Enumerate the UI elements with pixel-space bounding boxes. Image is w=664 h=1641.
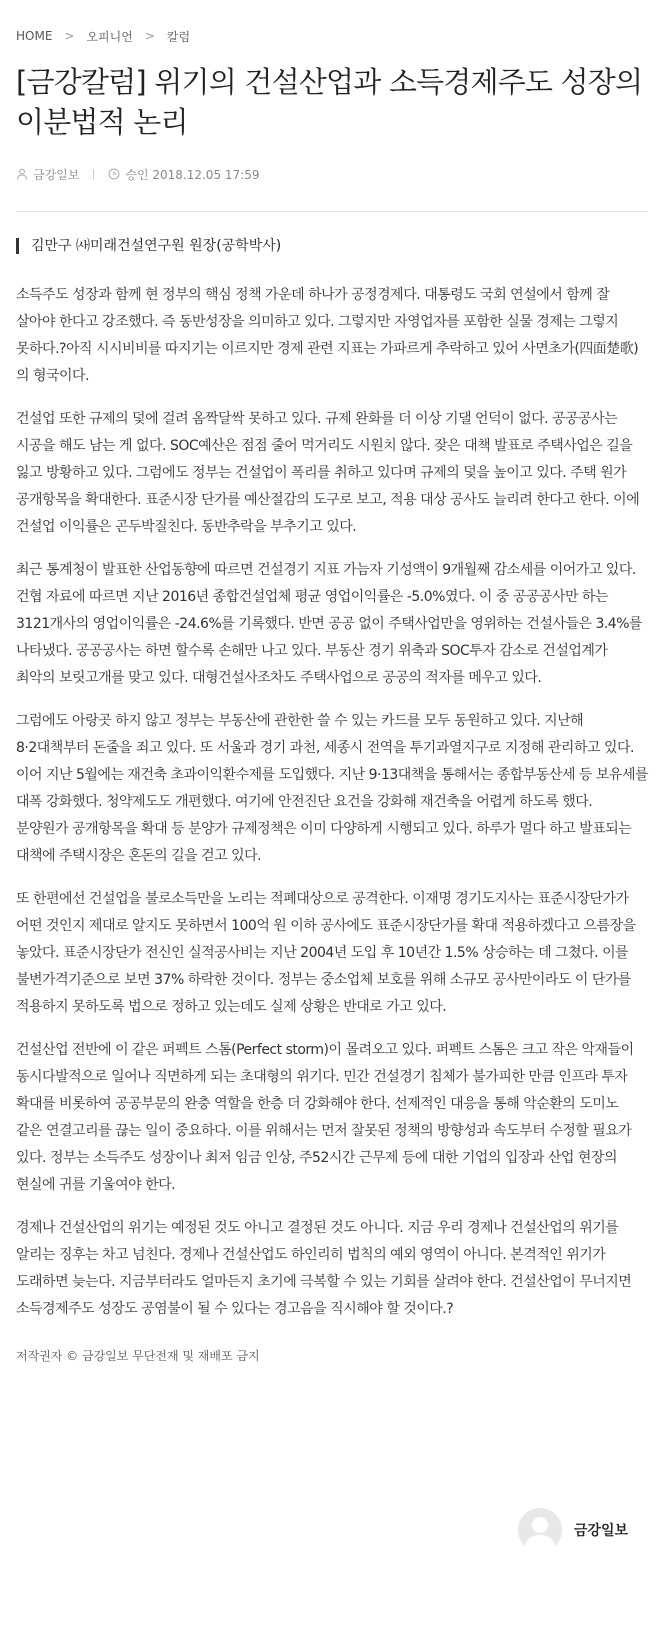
article-meta: [16, 164, 648, 184]
clock-icon: [108, 168, 120, 180]
user-silhouette-icon: [518, 1508, 562, 1552]
article-paragraph: 그럼에도 아랑곳 하지 않고 정부는 부동산에 관한한 쓸 수 있는 카드를 모두 동원하고 있다. 지난해 8·2대책부터 돈줄을 죄고 있다. 또 서울과 경기 과천, 세종시 전역을 투기과열지구로 지정해 관리하고 있다. 이어 지난 5월에는 재건축 초과이익환수제를 도입했다. 지난 9·13대책을 통해서는 종합부동산세 등 보유세를 대폭 강화했다. 청약제도도 개편했다. 여기에 안전진단 요건을 강화해 재건축을 어렵게 하도록 했다. 분양원가 공개항목을 확대 등 분양가 규제정책은 이미 다양하게 시행되고 있다. 하루가 멀다 하고 발표되는 대책에 주택시장은 혼돈의 길을 걷고 있다.: [16, 713, 648, 864]
article-byline: 김만구 ㈔미래건설연구원 원장(공학박사): [16, 238, 648, 254]
meta-divider: [93, 169, 94, 180]
user-icon: [16, 168, 28, 180]
article-body: [16, 282, 648, 1323]
article-paragraph: 경제나 건설산업의 위기는 예정된 것도 아니고 결정된 것도 아니다. 지금 우리 경제나 건설산업의 위기를 알리는 징후는 차고 넘친다. 경제나 건설산업도 하인리히 법칙의 예외 영역이 아니다. 본격적인 위기가 도래하면 늦는다. 지금부터라도 얼마든지 초기에 극복할 수 있는 기회를 살려야 한다. 건설산업이 무너지면 소득경제주도 성장도 공염불이 될 수 있다는 경고음을 직시해야 할 것이다.?: [16, 1220, 632, 1317]
article-approved-date: 승인 2018.12.05 17:59: [125, 167, 260, 182]
breadcrumb-subsection[interactable]: 칼럼: [166, 29, 191, 44]
chevron-right-icon: >: [144, 29, 155, 43]
article-paragraph: 소득주도 성장과 함께 현 정부의 핵심 정책 가운데 하나가 공정경제다. 대통령도 국회 연설에서 함께 잘 살아야 한다고 강조했다. 즉 동반성장을 의미하고 있다. 그렇지만 자영업자를 포함한 실물 경제는 그렇지 못하다.?아직 시시비비를 따지기는 이르지만 경제 관련 지표는 가파르게 추락하고 있어 사면초가(四面楚歌)의 형국이다.: [16, 287, 639, 384]
breadcrumb-section[interactable]: 오피니언: [86, 29, 133, 44]
article-paragraph: 또 한편에선 건설업을 불로소득만을 노리는 적폐대상으로 공격한다. 이재명 경기도지사는 표준시장단가가 어떤 것인지 제대로 알지도 못하면서 100억 원 이하 공사에도 표준시장단가를 확대 적용하겠다고 으름장을 놓았다. 표준시장단가 전신인 실적공사비는 지난 2004년 도입 후 10년간 1.5% 상승하는 데 그쳤다. 이를 불변가격기준으로 보면 37% 하락한 것이다. 정부는 중소업체 보호를 위해 소규모 공사만이라도 이 단가를 적용하지 못하도록 법으로 정하고 있는데도 실제 상황은 반대로 가고 있다.: [16, 891, 636, 1015]
article-title: [금강칼럼] 위기의 건설산업과 소득경제주도 성장의 이분법적 논리: [16, 65, 643, 139]
header-divider: [16, 211, 648, 212]
chevron-right-icon: >: [64, 29, 75, 43]
article-paragraph: 최근 통계청이 발표한 산업동향에 따르면 건설경기 지표 가늠자 기성액이 9개월째 감소세를 이어가고 있다. 건협 자료에 따르면 지난 2016년 종합건설업체 평균 영업이익률은 -5.0%였다. 이 중 공공공사만 하는 3121개사의 영업이익률은 -24.6%를 기록했다. 반면 공공 없이 주택사업만을 영위하는 건설사들은 3.4%를 나타냈다. 공공공사는 하면 할수록 손해만 나고 있다. 부동산 경기 위축과 SOC투자 감소로 건설업계가 최악의 보릿고개를 맞고 있다. 대형건설사조차도 주택사업으로 공공의 적자를 메우고 있다.: [16, 562, 643, 686]
copyright-notice: 저작권자 © 금강일보 무단전재 및 재배포 금지: [16, 1349, 260, 1363]
breadcrumb: [16, 0, 648, 46]
article-author[interactable]: 금강일보: [33, 167, 80, 182]
breadcrumb-home[interactable]: HOME: [16, 29, 53, 43]
press-profile[interactable]: [518, 1508, 628, 1552]
article-paragraph: 건설업 또한 규제의 덫에 걸려 옴짝달싹 못하고 있다. 규제 완화를 더 이상 기댈 언덕이 없다. 공공공사는 시공을 해도 남는 게 없다. SOC예산은 점점 줄어 먹거리도 시원치 않다. 잦은 대책 발표로 주택사업은 길을 잃고 방황하고 있다. 그럼에도 정부는 건설업이 폭리를 취하고 있다며 규제의 덫을 높이고 있다. 주택 원가 공개항목을 확대한다. 표준시장 단가를 예산절감의 도구로 보고, 적용 대상 공사도 늘리려 한다고 한다. 이에 건설업 이익률은 곤두박질친다. 동반추락을 부추기고 있다.: [16, 411, 640, 535]
article-paragraph: 건설산업 전반에 이 같은 퍼펙트 스톰(Perfect storm)이 몰려오고 있다. 퍼펙트 스톰은 크고 작은 악재들이 동시다발적으로 일어나 직면하게 되는 초대형의 위기다. 민간 건설경기 침체가 불가피한 만큼 인프라 투자 확대를 비롯하여 공공부문의 완충 역할을 한층 더 강화해야 한다. 선제적인 대응을 통해 악순환의 도미노 같은 연결고리를 끊는 일이 중요하다. 이를 위해서는 먼저 잘못된 정책의 방향성과 속도부터 수정할 필요가 있다. 정부는 소득주도 성장이나 최저 임금 인상, 주52시간 근무제 등에 대한 기업의 입장과 산업 현장의 현실에 귀를 기울여야 한다.: [16, 1042, 634, 1193]
press-name: 금강일보: [573, 1523, 628, 1539]
